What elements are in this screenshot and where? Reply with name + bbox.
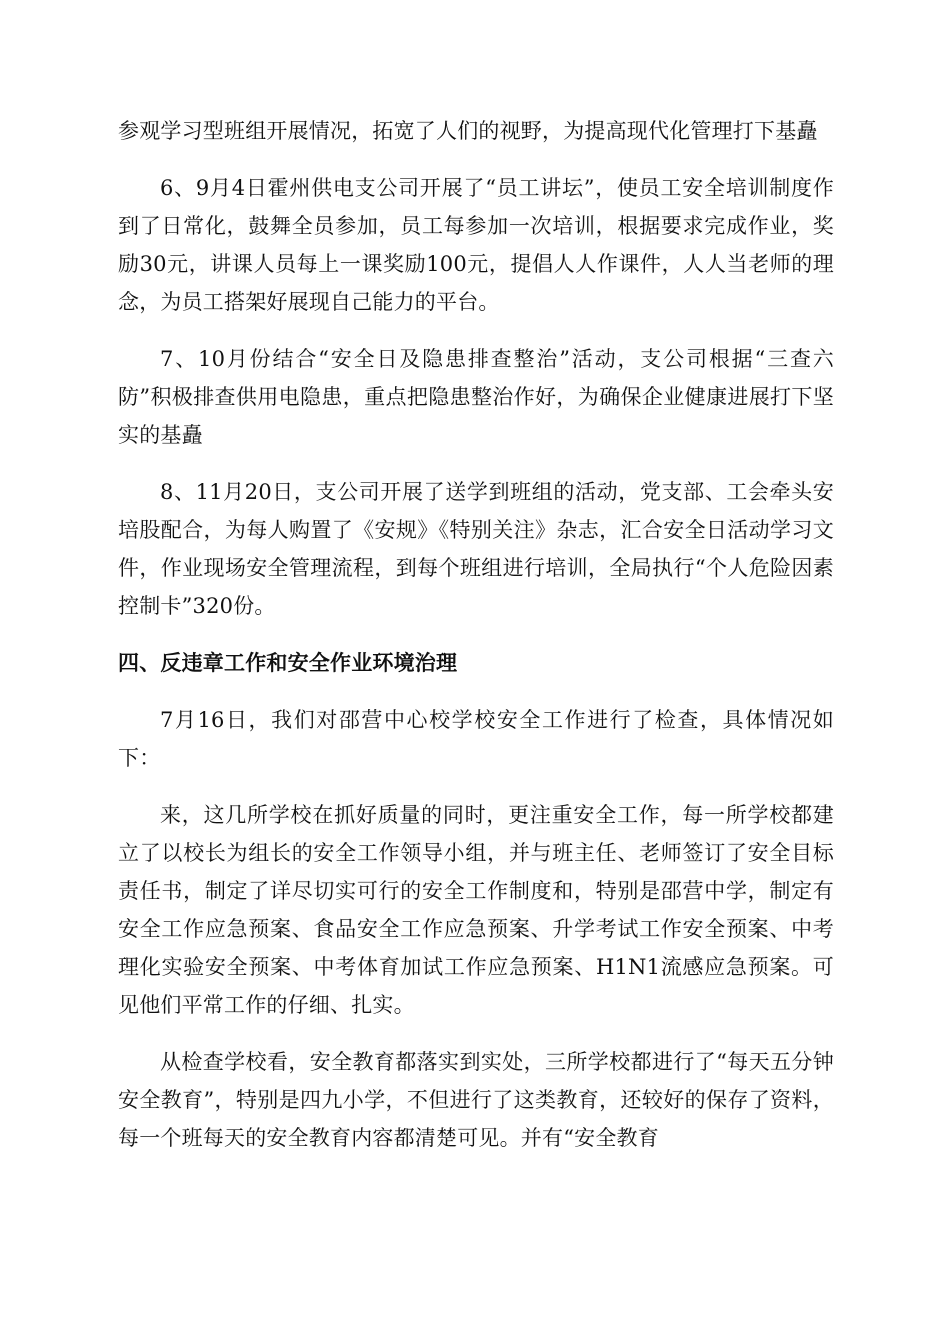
- paragraph-continuation: 参观学习型班组开展情况，拓宽了人们的视野，为提高现代化管理打下基矗: [118, 119, 818, 143]
- paragraph-inspection-date: 7月16日，我们对邵营中心校学校安全工作进行了检查，具体情况如下：: [118, 708, 834, 770]
- paragraph-item-7: 7、10月份结合“安全日及隐患排查整治”活动，支公司根据“三查六防”积极排查供用电隐患，重点把隐患整治作好，为确保企业健康进展打下坚实的基矗: [118, 347, 834, 447]
- section-heading-4: 四、反违章工作和安全作业环境治理: [118, 651, 458, 675]
- paragraph-safety-education: 从检查学校看，安全教育都落实到实处，三所学校都进行了“每天五分钟安全教育”，特别是四九小学，不但进行了这类教育，还较好的保存了资料，每一个班每天的安全教育内容都清楚可见。并有“安全教育: [118, 1050, 834, 1150]
- document-page: [118, 112, 834, 1157]
- paragraph-item-6: 6、9月4日霍州供电支公司开展了“员工讲坛”，使员工安全培训制度作到了日常化，鼓舞全员参加，员工每参加一次培训，根据要求完成作业，奖励30元，讲课人员每上一课奖励100元，提倡人人作课件，人人当老师的理念，为员工搭架好展现自己能力的平台。: [118, 176, 834, 314]
- paragraph-school-safety: 来，这几所学校在抓好质量的同时，更注重安全工作，每一所学校都建立了以校长为组长的安全工作领导小组，并与班主任、老师签订了安全目标责任书，制定了详尽切实可行的安全工作制度和，特别是邵营中学，制定有安全工作应急预案、食品安全工作应急预案、升学考试工作安全预案、中考理化实验安全预案、中考体育加试工作应急预案、H1N1流感应急预案。可见他们平常工作的仔细、扎实。: [118, 803, 834, 1017]
- paragraph-item-8: 8、11月20日，支公司开展了送学到班组的活动，党支部、工会牵头安培股配合，为每人购置了《安规》《特别关注》杂志，汇合安全日活动学习文件，作业现场安全管理流程，到每个班组进行培训，全局执行“个人危险因素控制卡”320份。: [118, 480, 834, 618]
